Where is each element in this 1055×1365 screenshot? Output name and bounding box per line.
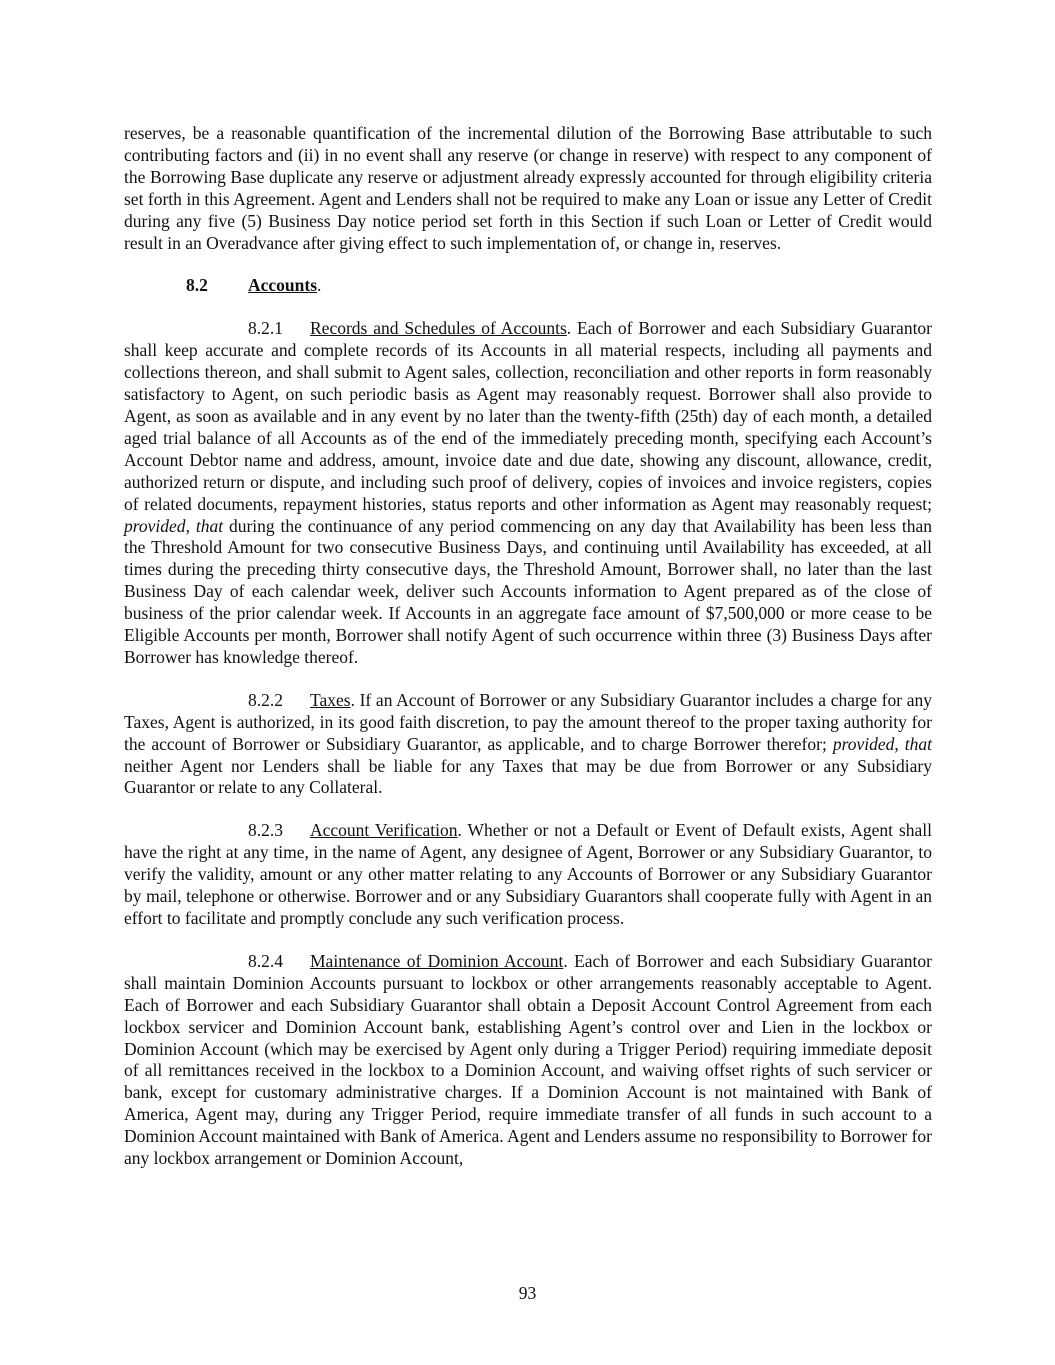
subsection-text-continued: neither Agent nor Lenders shall be liable for any Taxes that may be due from Borrower or any Subsidiary Guarantor or relate to any Collateral. (124, 755, 932, 798)
subsection-number: 8.2.2 (248, 689, 283, 710)
section-number: 8.2 (186, 275, 208, 296)
provided-italic: provided (832, 733, 895, 754)
subsection-8-2-1 (124, 318, 932, 669)
document-page (124, 123, 932, 1191)
subsection-8-2-3 (124, 820, 932, 930)
subsection-number: 8.2.1 (248, 318, 283, 339)
subsection-text: . If an Account of Borrower or any Subsidiary Guarantor includes a charge for any Taxes, Agent is authorized, in its good faith discretion, to pay the amount thereof to the proper taxing authority for the account of Borrower or Subsidiary Guarantor, as applicable, and to charge Borrower therefor; (124, 689, 932, 754)
comma: , (185, 515, 196, 536)
subsection-number: 8.2.4 (248, 950, 283, 971)
that-italic: that (904, 733, 932, 754)
subsection-text: . Whether or not a Default or Event of Default exists, Agent shall have the right at any time, in the name of Agent, any designee of Agent, Borrower or any Subsidiary Guarantor, to verify the validity, amount or any other matter relating to any Accounts of Borrower or any Subsidiary Guarantor by mail, telephone or otherwise. Borrower and or any Subsidiary Guarantors shall cooperate fully with Agent in an effort to facilitate and promptly conclude any such verification process. (124, 820, 932, 928)
subsection-title: Taxes (310, 689, 351, 710)
intro-paragraph: reserves, be a reasonable quantification of the incremental dilution of the Borrowing Base attributable to such contributing factors and (ii) in no event shall any reserve (or change in reserve) with respect to any component of the Borrowing Base duplicate any reserve or adjustment already expressly accounted for through eligibility criteria set forth in this Agreement. Agent and Lenders shall not be required to make any Loan or issue any Letter of Credit during any five (5) Business Day notice period set forth in this Section if such Loan or Letter of Credit would result in an Overadvance after giving effect to such implementation of, or change in, reserves. (124, 123, 932, 253)
that-italic: that (195, 515, 224, 536)
subsection-text: . Each of Borrower and each Subsidiary Guarantor shall keep accurate and complete records of its Accounts in all material respects, including all payments and collections thereon, and shall submit to Agent sales, collection, reconciliation and other reports in form reasonably satisfactory to Agent, on such periodic basis as Agent may reasonably request. Borrower shall also provide to Agent, as soon as available and in any event by no later than the twenty-fifth (25th) day of each month, a detailed aged trial balance of all Accounts as of the end of the immediately preceding month, specifying each Account’s Account Debtor name and address, amount, invoice date and due date, showing any discount, allowance, credit, authorized return or dispute, and including such proof of delivery, copies of invoices and invoice registers, copies of related documents, repayment histories, status reports and other information as Agent may reasonably request; (124, 318, 933, 514)
subsection-text: . Each of Borrower and each Subsidiary Guarantor shall maintain Dominion Accounts pursuant to lockbox or other arrangements reasonably acceptable to Agent. Each of Borrower and each Subsidiary Guarantor shall obtain a Deposit Account Control Agreement from each lockbox servicer and Dominion Account bank, establishing Agent’s control over and Lien in the lockbox or Dominion Account (which may be exercised by Agent only during a Trigger Period) requiring immediate deposit of all remittances received in the lockbox to a Dominion Account, and waiving offset rights of such servicer or bank, except for customary administrative charges. If a Dominion Account is not maintained with Bank of America, Agent may, during any Trigger Period, require immediate transfer of all funds in such account to a Dominion Account maintained with Bank of America. Agent and Lenders assume no responsibility to Borrower for any lockbox arrangement or Dominion Account, (124, 950, 933, 1169)
section-title-suffix: . (317, 275, 322, 296)
subsection-title: Maintenance of Dominion Account (310, 950, 564, 971)
subsection-title: Records and Schedules of Accounts (310, 318, 567, 339)
section-title: Accounts (248, 275, 318, 296)
comma: , (894, 733, 905, 754)
subsection-title: Account Verification (310, 820, 458, 841)
page-number: 93 (518, 1283, 537, 1303)
subsection-text-continued: during the continuance of any period commencing on any day that Availability has been less than the Threshold Amount for two consecutive Business Days, and continuing until Availability has exceeded, at all times during the preceding thirty consecutive days, the Threshold Amount, Borrower shall, no later than the last Business Day of each calendar week, deliver such Accounts information to Agent prepared as of the close of business of the prior calendar week. If Accounts in an aggregate face amount of $7,500,000 or more cease to be Eligible Accounts per month, Borrower shall notify Agent of such occurrence within three (3) Business Days after Borrower has knowledge thereof. (124, 515, 933, 667)
subsection-number: 8.2.3 (248, 820, 283, 841)
subsection-8-2-2 (124, 690, 932, 800)
provided-italic: provided (124, 515, 186, 536)
section-heading (124, 275, 932, 297)
subsection-8-2-4 (124, 951, 932, 1170)
